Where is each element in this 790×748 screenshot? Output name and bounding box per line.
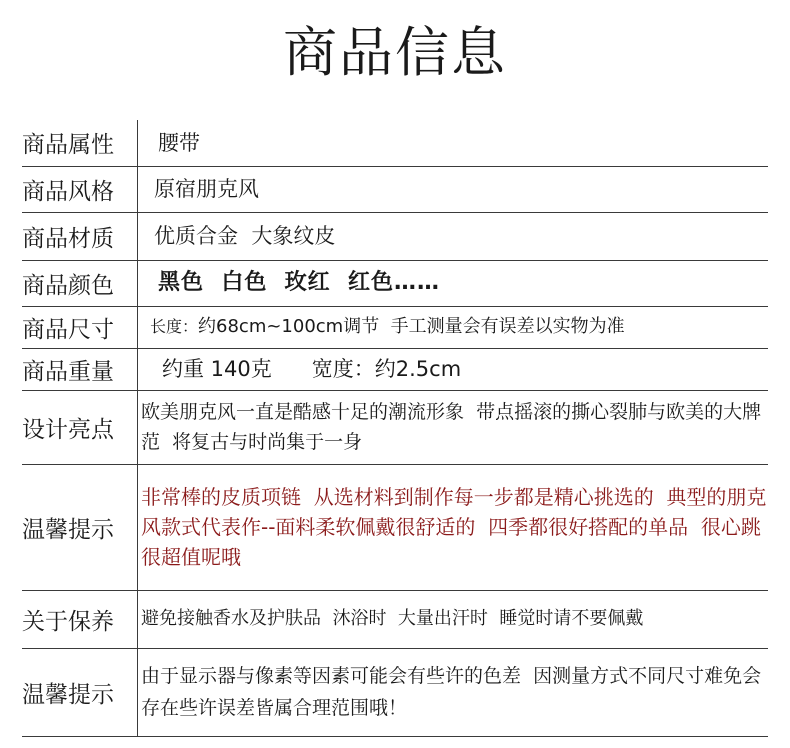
table-row: [22, 120, 768, 166]
row-label: 设计亮点: [22, 390, 138, 464]
row-label: 关于保养: [22, 590, 138, 648]
row-value: [138, 348, 769, 390]
row-label: 商品材质: [22, 212, 138, 260]
row-value: 原宿朋克风: [138, 166, 769, 212]
table-row: [22, 648, 768, 736]
row-value: [138, 306, 769, 348]
row-label: 温馨提示: [22, 464, 138, 590]
length-prefix: 长度：: [150, 317, 199, 336]
row-value: 欧美朋克风一直是酷感十足的潮流形象 带点摇滚的撕心裂肺与欧美的大牌范 将复古与时尚集于一身: [138, 390, 769, 464]
row-value: 由于显示器与像素等因素可能会有些许的色差 因测量方式不同尺寸难免会存在些许误差皆属合理范围哦！: [138, 648, 769, 736]
row-label: 温馨提示: [22, 648, 138, 736]
row-label: 商品尺寸: [22, 306, 138, 348]
table-row: [22, 590, 768, 648]
row-value: 腰带: [138, 120, 769, 166]
table-row: [22, 390, 768, 464]
table-row: [22, 348, 768, 390]
weight-value: 约重 140克: [162, 357, 272, 381]
page-title: 商品信息: [283, 21, 507, 84]
length-value: 约68cm~100cm调节 手工测量会有误差以实物为准: [198, 316, 625, 337]
row-value: 非常棒的皮质项链 从选材料到制作每一步都是精心挑选的 典型的朋克风款式代表作--面料柔软佩戴很舒适的 四季都很好搭配的单品 很心跳很超值呢哦: [138, 464, 769, 590]
row-label: 商品风格: [22, 166, 138, 212]
row-label: 商品重量: [22, 348, 138, 390]
table-row: [22, 166, 768, 212]
table-row: [22, 306, 768, 348]
product-info-table: [22, 120, 768, 737]
row-label: 商品颜色: [22, 260, 138, 306]
table-row: [22, 464, 768, 590]
table-row: [22, 260, 768, 306]
row-label: 商品属性: [22, 120, 138, 166]
row-value: 优质合金 大象纹皮: [138, 212, 769, 260]
row-value: 避免接触香水及护肤品 沐浴时 大量出汗时 睡觉时请不要佩戴: [138, 590, 769, 648]
row-value: 黑色 白色 玫红 红色……: [138, 260, 769, 306]
table-row: [22, 212, 768, 260]
width-value: 宽度：约2.5cm: [311, 357, 462, 381]
